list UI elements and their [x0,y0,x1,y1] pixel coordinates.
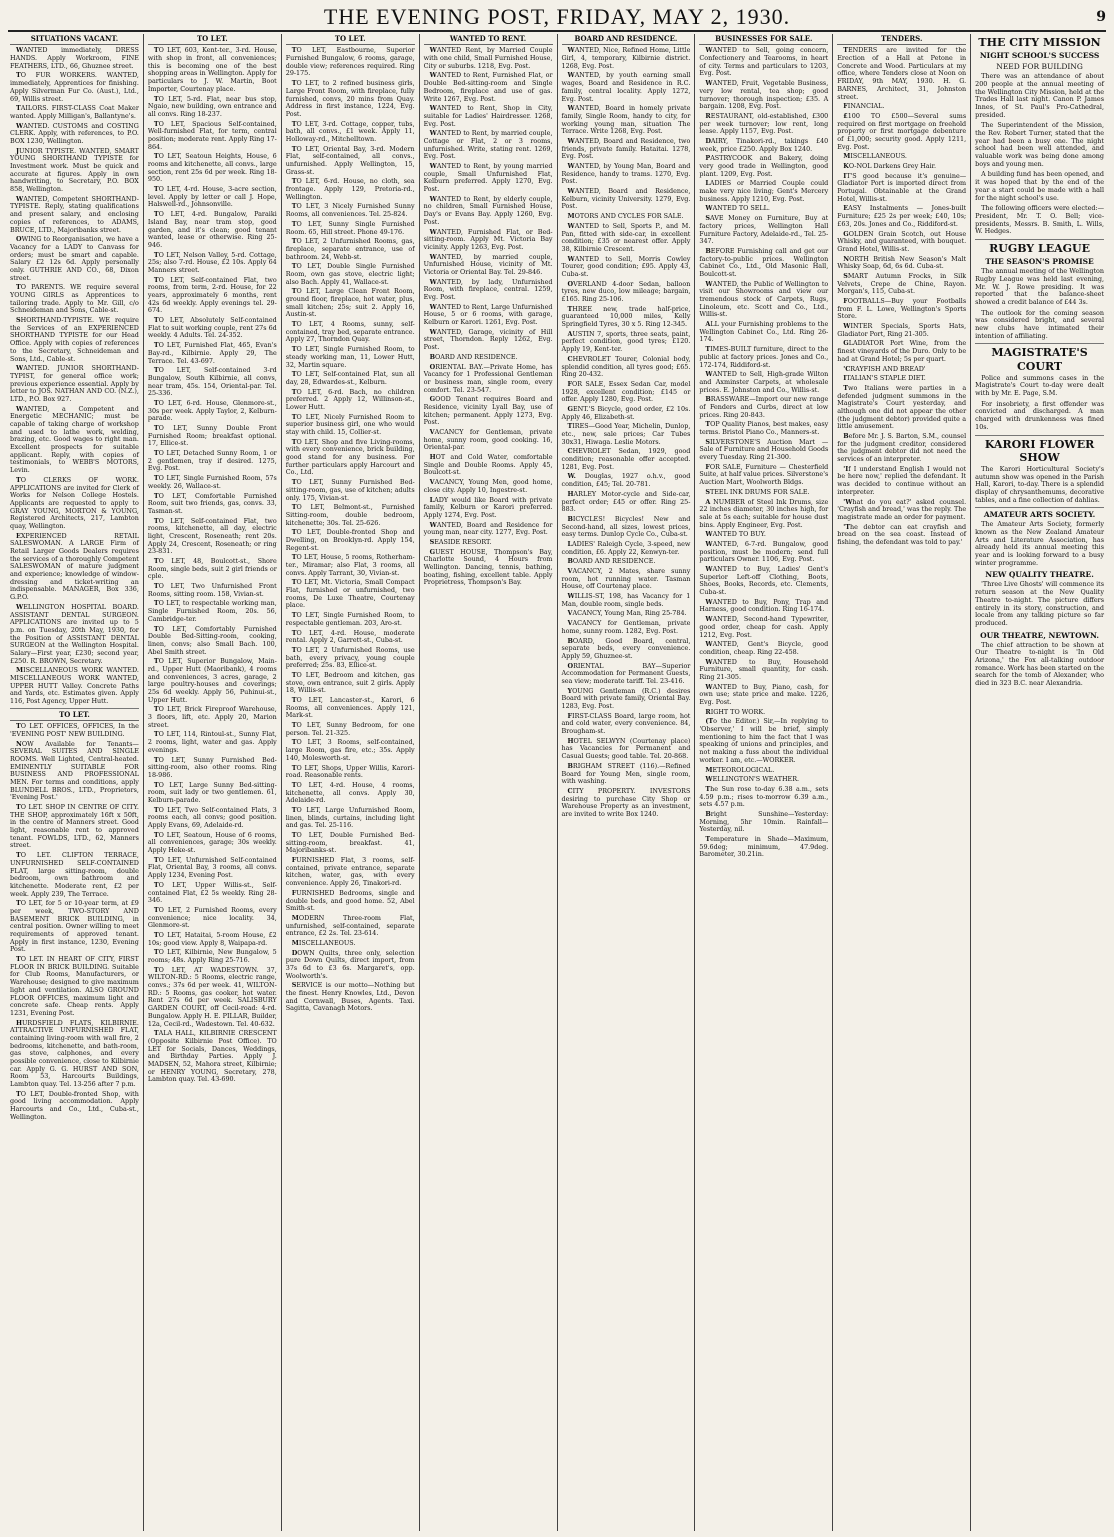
classified-ad: TO LET, Double Furnished Bed-sitting-room, breakfast. 41, Majoribanks-st. [285,831,415,855]
classified-ad: TO LET, Brick Fireproof Warehouse, 3 floors, lift, etc. Apply 20, Marion street. [147,705,277,729]
section-heading-wanted-to-rent: WANTED TO RENT. [424,35,553,45]
article-subheadline: THE SEASON'S PROMISE [985,257,1094,267]
classified-ad: TO LET, 5-rd. Flat, near bus stop, Ngaio, new building, own entrance and all convs. Ring 18-237. [147,94,277,118]
classified-ad: FURNISHED Bedrooms, single and double beds, and good home. 52, Abel Smith-st. [285,888,415,913]
classified-ad: WANTED to Buy, Household Furniture, small quantity, for cash. Ring 21-305. [699,657,829,681]
classified-ad: TO LET, 48, Boulcott-st., Shore Room, single beds, suit 2 girl friends or cple. [147,557,277,581]
column-8 [971,34,1108,1531]
article-paragraph: The Karori Horticultural Society's autumn show was opened in the Parish Hall, Karori, to-day. There is a splendid display of chrysanthemums, decorative tables, and a fine collection of dahlias. [975,464,1104,504]
column-6 [695,34,833,1531]
article-paragraph: 'Three Live Ghosts' will commence its return season at the New Quality Theatre to-night. The picture differs entirely in its story, construction, and locale from any talking picture so far produced. [975,580,1104,627]
classified-ad: WANTED to Buy, Piano, cash, for own use; state price and make. 1226, Evg. Post. [699,682,829,707]
classified-ad: BRIGHAM STREET (116).—Refined Board for Young Men, single room, with washing. [561,761,691,786]
classified-ad: The Sun rose to-day 6.38 a.m., sets 4.59 p.m.; rises to-morrow 6.39 a.m., sets 4.57 p.m. [699,784,829,809]
classified-ad: TO LET. IN HEART OF CITY, FIRST FLOOR IN BRICK BUILDING. Suitable for Club Rooms, Manufacturers, or Warehouse; designed to give maximum light and ventilation. ALSO GROUND FLOOR OFFICES, maximum light and concrete safe. Cheap rents. Apply 1231, Evening Post. [10,955,139,1017]
classified-ad: WANTED, Gent's Bicycle, good condition, cheap. Ring 22-458. [699,640,829,656]
classified-ad: PASTRYCOOK and Bakery, doing very good trade in Wellington, good plant. 1209, Evg. Post. [699,154,829,178]
classified-ad: TO LET. SHOP IN CENTRE OF CITY. THE SHOP, approximately 16ft x 50ft, in the centre of Manners street. Good light, reasonable rent to approved tenant. FOWLDS, LTD., 62, Manners street. [10,803,139,850]
classified-ad: WANTED, Second-hand Typewriter, good order, cheap for cash. Apply 1212, Evg. Post. [699,615,829,639]
classified-ad: TO LET, 114, Rintoul-st., Sunny Flat, 2 rooms, light, water and gas. Apply evenings. [147,730,277,754]
article-body [975,581,1104,627]
classified-ad: WANTED, a Competent and Energetic MECHANIC; must be capable of taking charge of workshop and used to lathe work, welding, brazing, etc. Good wages to right man. Excellent prospects for suitable applicant. Reply, with copies of testimonials, to WEBB'S MOTORS, Levin. [10,404,139,475]
classified-ad: WANTED, Board and Residence, Kelburn, vicinity University. 1279, Evg. Post. [561,187,691,211]
classified-ad: DOWN Quilts, three only, selection pure Down Quilts, direct import, from 37s 6d to £3 6s. Margaret's, opp. Woolworth's. [285,948,415,980]
article-paragraph: There was an attendance of about 200 people at the annual meeting of the Wellington City Mission, held at the Trades Hall last night. Canon P. James Innes, of St. Paul's Pro-Cathedral, presided. [975,72,1104,119]
article-headline-magistrates-court: MAGISTRATE'S COURT [991,346,1088,373]
classified-ad: TO LET, Kilbirnie, New Bungalow, 5 rooms; 48s. Apply Ring 25-716. [147,948,277,965]
classified-ad: WANTED to Buy, Pony, Trap and Harness, good condition. Ring 16-174. [699,597,829,614]
classified-ad: CITY PROPERTY. INVESTORS desiring to purchase City Shop or Warehouse Property as an investment, are invited to write Box 1240. [561,786,691,818]
classified-ad: TO LET, 4-rd. Bungalow, Paraiki Island Bay, near tram stop, good garden, and it's clean; good tenant wanted, lease or otherwise. Ring 25-946. [147,210,277,249]
classified-ad: EASY Instalments — Jones-built Furniture; £25 2s per week; £40, 10s; £63, 20s. Jones and Co., Riddiford-st. [837,204,967,228]
classified-ad: TENDERS are invited for the Erection of a Hall at Petone in Concrete and Wood. Particulars at my office, where Tenders close at Noon on FRIDAY, 9th MAY, 1930. H. G. BARNES, Architect, 31, Johnston street. [837,46,967,101]
classified-ad: TIMES-BUILT furniture, direct to the public at factory prices. Jones and Co., 172-174, Riddiford-st. [699,345,829,369]
classified-ad: WANTED, 6-7-rd. Bungalow, good position, must be modern; send full particulars Owner. 1106, Evg. Post. [699,539,829,564]
classified-ad: MODERN Three-room Flat, unfurnished, self-contained, separate entrance, £2 2s. Tel. 23-614. [285,913,415,938]
classified-ad: WANTED to Rent, Large Unfurnished House, 5 or 6 rooms, with garage, Kelburn or Karori. 1261, Evg. Post. [423,302,553,327]
classified-ad: TO LET, 2 Unfurnished Rooms, use bath, every privacy, young couple preferred; 25s. 83, Ellice-st. [285,645,415,670]
classified-ad: LADIES' Raleigh Cycle, 3-speed, new condition, £6. Apply 22, Kenwyn-ter. [561,539,691,556]
classified-ad: KO-NOL Darkens Grey Hair. [843,162,937,171]
classified-ad: HOT and Cold Water, comfortable Single and Double Rooms. Apply 45, Boulcott-st. [423,453,553,477]
classified-ad: TO LET, Sunny Bedroom, for one person. Tel. 21-325. [285,721,415,737]
classified-ad: WANTED to Rent, by married couple, Cottage or Flat, 2 or 3 rooms, unfurnished. Write, stating rent. 1269, Evg. Post. [423,129,553,161]
classified-ad: WANTED to Rent, by young married couple, Small Unfurnished Flat, Kelburn preferred. Apply 1270, Evg. Post. [423,162,553,194]
classified-ad: WANTED, Board and Residence, two friends, private family. Hataitai. 1278, Evg. Post. [561,136,691,161]
classified-ad: (To the Editor.) Sir,—In replying to 'Observer,' I will be brief, simply mentioning to him the fact that I was speaking of unions and principles, and not making a fuss about the individual worker. I am, etc.—WORKER. [699,717,829,764]
classified-ad: OWING to Reorganisation, we have a Vacancy for a LADY to Canvass for orders; must be smart and capable. Salary £2 12s 6d. Apply personally only. GUTHRIE AND CO., 68, Dixon street. [10,235,139,282]
classified-ad: AUSTIN 7, sports, three seats, paint, perfect condition, good tyres; £120. Apply 19, Kent-ter. [561,329,691,354]
classified-ad: TO LET, Belmont-st., Furnished Sitting-room, double bedroom, kitchenette; 30s. Tel. 25-626. [285,503,415,527]
classified-ad: TO LET, to 2 refined business girls, Large Front Room, with fireplace, fully furnished, convs, 20 mins from Quay. Address in first instance, 1224, Evg. Post. [285,79,415,118]
ads-list [148,47,277,1084]
classified-ad: LADY would like Board with private family, Kelburn or Karori preferred. Apply 1274, Evg. Post. [423,495,553,519]
classified-ad: TO LET, Seatoun Heights, House, 6 rooms and kitchenette, all convs., large section, rent 25s 6d per week. Ring 18-950. [147,152,277,184]
classified-ad: A NUMBER of Steel Ink Drums, size 22 inches diameter, 30 inches high, for sale at 5s each; suitable for house dust bins. Apply Engineer, Evg. Post. [699,497,829,529]
classified-ad: GOLDEN Grain Scotch, out House Whisky, and guaranteed, with bouquet. Grand Hotel, Willis-st. [837,229,967,253]
section-heading-tenders: TENDERS. [837,35,966,45]
classified-ad: TO LET, Self-contained Flat, two rooms, from term, 2-rd. House, for 22 years, approximately 6 months, rent 42s 6d weekly. Apply evenings tel. 29-674. [147,275,277,315]
article-headline-city-mission: THE CITY MISSION [978,36,1101,49]
classified-ad: GOOD Tenant requires Board and Residence, vicinity Lyall Bay, use of kitchen; permanent. Apply 1273, Evg. Post. [423,395,553,427]
classified-ad: OVERLAND 4-door Sedan, balloon tyres, new duco, low mileage; bargain, £165. Ring 25-106. [561,279,691,304]
classified-ad: TO LET, Upper Willis-st., Self-contained Flat, £2 5s weekly. Ring 28-346. [147,880,277,905]
classified-ad: FINANCIAL. [843,102,885,111]
classified-ad: TO LET, Shop and five Living-rooms, with every convenience, brick building, good stand for any business. For further particulars apply Harcourt and Co., Ltd. [285,437,415,477]
column-2 [144,34,282,1531]
section-heading-to-let: TO LET. [10,711,139,721]
divider [975,239,1104,240]
classified-ad: TO LET, 4-rd. House, 4 rooms, kitchenette, all convs. Apply 30, Adelaide-rd. [285,780,415,805]
article-body [975,466,1104,504]
ads-list [424,47,553,587]
column-1 [6,34,144,1531]
classified-ad: IT'S good because it's genuine—Gladiator Port is imported direct from Portugal. Obtainable at the Grand Hotel, Willis-st. [837,171,967,203]
classified-ad: FURNISHED Flat, 3 rooms, self-contained, private entrance, separate kitchen, water, gas, with every convenience. Apply 26, Tinakori-rd. [285,856,415,888]
classified-ad: TO FUR WORKERS. WANTED, immediately, Apprentices for finishing. Apply Silverman Fur Co. (Aust.), Ltd., 69, Willis street. [10,71,139,103]
columns [6,34,1108,1531]
classified-ad: GENT.'S Bicycle, good order, £2 10s. Apply 46, Elizabeth-st. [561,404,691,421]
classified-ad: JUNIOR TYPISTE. WANTED, SMART YOUNG SHORTHAND TYPISTE for Investment work. Must be quick and accurate at figures. Apply in own handwriting, to Secretary, P.O. BOX 858, Wellington. [10,146,139,194]
classified-ad: ALL your Furnishing problems to the Wellington Cabinet Co., Ltd. Ring 26-174. [699,320,829,344]
ads-list [286,47,415,1013]
classified-ad: WANTED to Buy, Ladies' Gent's Superior Left-off Clothing, Boots, Shoes, Books, Records, etc. Clements, Cuba-st. [699,565,829,597]
classified-ad: FOR SALE, Furniture — Chesterfield Suite, at half value prices. Silverstone's Auction Mart, Woolworth Bldgs. [699,462,829,487]
classified-ad: SILVERSTONE'S Auction Mart — Sale of Furniture and Household Goods every Tuesday. Ring 21-300. [699,437,829,462]
article-paragraph: The Superintendent of the Mission, the Rev. Robert Turner, stated that the year had been a busy one. The night school had been well attended, and valuable work was being done among boys and young men. [975,121,1104,168]
classified-ad: TO LET, Lancaster-st., Karori, 6 Rooms, all conveniences. Apply 121, Mark-st. [285,696,415,720]
article-paragraph: The Amateur Arts Society, formerly known as the New Zealand Amateur Arts and Literature Association, has already held its annual meeting this year and is looking forward to a busy winter programme. [975,520,1104,567]
article-paragraph: For insobriety, a first offender was convicted and discharged. A man charged with drunkenness was fined 10s. [975,399,1104,431]
classified-ad: WANTED to Rent, by elderly couple, no children, Small Furnished House, Day's or Evans Bay. Apply 1260, Evg. Post. [423,194,553,226]
classified-ad: ORIENTAL BAY.—Private Home, has Vacancy for 1 Professional Gentleman or business man, single room, every comfort. Tel. 23-547. [423,362,553,394]
classified-ad: BOARD, Good Board, central, separate beds, every convenience. Apply 59, Ghuznee-st. [561,636,691,660]
classified-ad: BOARD AND RESIDENCE. [567,557,656,566]
classified-ad: TO LET, Seatoun, House of 6 rooms, all conveniences, garage; 30s weekly. Apply Heke-st. [147,830,277,855]
classified-ad: VACANCY, Young Man, Ring 25-784. [567,609,687,618]
classified-ad: HURDSFIELD FLATS, KILBIRNIE. ATTRACTIVE UNFURNISHED FLAT, containing living-room with wall fire, 2 bedrooms, kitchenette, and bath-room, gas stove, calphones, and every possible convenience, close to Kilbirnie car. Apply G. G. HURST AND SON, Room 53, Harcourts Buildings, Lambton quay. Tel. 13-256 after 7 p.m. [10,1018,139,1089]
classified-ad: TO LET, Single Furnished Room, to steady working man, 11, Lower Hutt, 32, Martin square. [285,345,415,369]
classified-ad: TO LET, Single Furnished Room, to respectable gentleman. 203, Aro-st. [285,611,415,627]
ads-list [837,47,966,546]
article-paragraph: The outlook for the coming season was considered bright, and several new clubs have intimated their intention of affiliating. [975,308,1104,340]
classified-ad: TO CLERKS OF WORK. APPLICATIONS are invited for Clerk of Works for Nelson College Hostels. Applicants are requested to apply to GRAY YOUNG, MORTON & YOUNG, Registered Architects, 217, Lambton quay, Wellington. [10,475,139,530]
classified-ad: MISCELLANEOUS. [291,938,356,947]
classified-ad: TO LET, Furnished Flat, 465, Evan's Bay-rd., Kilbirnie. Apply 29, The Terrace. Tel. 43-697. [147,341,277,365]
classified-ad: MISCELLANEOUS. [843,152,907,161]
classified-ad: WELLINGTON'S WEATHER. [705,775,800,784]
classified-ad: TO LET, Large Clean Front Room, ground floor, fireplace, hot water, plus, small kitchen; 25s; suit 2. Apply 16, Austin-st. [285,287,415,319]
classified-ad: TO LET, Sunny Double Front Furnished Room; breakfast optional. 17, Ellice-st. [147,424,277,448]
classified-ad: BOARD AND RESIDENCE. [429,352,518,361]
classified-ad: WANTED, Fruit, Vegetable Business, very low rental, tea shop; good turnover; thorough inspection; £35. A bargain. 1208, Evg. Post. [699,79,829,111]
classified-ad: TO LET, 4-rd. House, 3-acre section, level. Apply by letter or call J. Hope, Halswell-rd., Johnsonville. [147,185,277,209]
classified-ad: WILLIS-ST, 198, has Vacancy for 1 Man, double room, single beds. [561,592,691,608]
classified-ad: TO LET, Nelson Valley, 5-rd. Cottage, 25s; also 7-rd. House, £2 10s. Apply 64 Manners street. [147,250,277,274]
article-body [975,642,1104,688]
classified-ad: WANTED to Sell, going concern, Confectionery and Tearooms, in heart of city. Terms and particulars to 1203, Evg. Post. [699,46,829,78]
page-number: 9 [1096,9,1106,25]
classified-ad: TO LET, Mt. Victoria, Small Compact Flat, furnished or unfurnished, two rooms, De Luxe Theatre, Courtenay place. [285,578,415,610]
classified-ad: SERVICE is our motto—Nothing but the finest. Henry Knowles, Ltd., Devon and Cornwall, Buses, Agents. Taxi. Sagitta, Cavanagh Motors. [285,981,415,1013]
article-body [975,73,1104,236]
classified-ad: VACANCY, Young Men, good home, close city. Apply 10, Ingestre-st. [423,478,553,494]
classified-ad: TO LET. CLIFTON TERRACE, UNFURNISHED SELF-CONTAINED FLAT, large sitting-room, double bedroom, own bathroom and kitchenette. Moderate rent, £2 per week. Apply 239, The Terrace. [10,851,139,898]
classified-ad: HOTEL SELWYN (Courtenay place) has Vacancies for Permanent and Casual Guests; good table. Tel. 20-868. [561,736,691,761]
article-paragraph: The chief attraction to be shown at Our Theatre to-night is 'In Old Arizona,' the Fox all-talking outdoor romance. Work has been started on the search for the tomb of Alexander, who died in 323 B.C. near Alexandria. [975,640,1104,687]
classified-ad: WANTED TO SELL. [705,204,770,213]
classified-ad: WANTED to Rent, Furnished Flat, or Double Bed-sitting-room and Single Bedroom, fireplace and use of gas. Write 1267, Evg. Post. [423,71,553,103]
classified-ad: SHORTHAND-TYPISTE. WE require the Services of an EXPERIENCED SHORTHAND TYPISTE for our Head Office. Apply with copies of references to the Secretary, Schneideman and Sons, Ltd., Cable-st. [10,316,139,363]
classified-ad: WANTED to Sell, Sports P., and M. Pan, fitted with side-car, in excellent condition; £35 or nearest offer. Apply 38, Kilbirnie Crescent. [561,221,691,253]
classified-ad: TO LET, Double Single Furnished Room, own gas stove, electric light; also Bach. Apply 41, Wallace-st. [285,262,415,286]
classified-ad: TO LET, Bedroom and kitchen, gas stove, own entrance, suit 2 girls. Apply 18, Willis-st. [285,670,415,695]
classified-ad: TO LET, 4-rd. House, moderate rental. Apply 2, Garrett-st., Cuba-st. [285,628,415,645]
classified-ad: TO LET, AT WADESTOWN. 37, WILTON-RD.: 5 Rooms, electric range, convs.; 37s 6d per week. 41, WILTON-RD.: 5 Rooms, gas cooker, hot water. Rent 27s 6d per week. SALISBURY GARDEN COURT, off Cecil-road: 4-rd. Bungalow. Apply H. E. PILLAR, Builder, 12a, Cecil-rd., Wadestown. Tel. 40-632. [147,965,277,1028]
classified-ad: Two Italians were parties in a defended judgment summons in the Magistrate's Court yesterday, and although one did not appear the other (the judgment debtor) provided quite a little amusement. [837,383,967,431]
classified-ad: WANTED immediately, DRESS HANDS. Apply Workroom, FINE FEATHERS, LTD., 66, Ghuznee street. [10,46,139,70]
classified-ad: DAIRY, Tinakori-rd., takings £40 week, price £250. Apply Box 1240. [699,136,829,153]
classified-ad: VACANCY for Gentleman, private home, sunny room, good cooking. 16, Oriental-par. [423,428,553,452]
classified-ad: TO LET. OFFICES, OFFICES, In the 'EVENING POST' NEW BUILDING. [10,722,139,738]
classified-ad: £100 TO £500—Several sums required on first mortgage on freehold property or first mortgage debenture of £1,000; security good. Apply 1211, Evg. Post. [837,111,967,151]
classified-ad: TO LET, Large Sunny Bed-sitting-room, suit lady or two gentlemen. 61, Kelburn-parade. [147,780,277,804]
classified-ad: CHEVROLET Sedan, 1929, good condition; reasonable offer accepted. 1281, Evg. Post. [561,447,691,471]
divider [975,507,1104,508]
classified-ad: TO LET, to respectable working man, Single Furnished Room, 20s. 56, Cambridge-ter. [147,599,277,623]
classified-ad: TO LET, Two Self-contained Flats, 3 rooms each, all convs; good position. Apply Evans, 69, Adelaide-rd. [147,805,277,830]
divider [975,343,1104,344]
classified-ad: TO LET, Detached Sunny Room, 1 or 2 gentlemen, tray if desired. 1275, Evg. Post. [147,449,277,473]
section-heading-to-let: TO LET. [286,35,415,45]
article-subsubheadline: NEED FOR BUILDING [996,62,1083,72]
article-paragraph: A building fund has been opened, and it was hoped that by the end of the year a start could be made with a hall for the night school's use. [975,170,1104,202]
ads-list [10,723,139,1121]
classified-ad: TO LET, Sunny Single Furnished Room. 65, Hill street. Phone 49-176. [285,219,415,236]
classified-ad: ITALIAN'S STAPLE DIET. [843,374,926,383]
classified-ad: BEFORE Furnishing call and get our factory-to-public prices. Wellington Cabinet Co., Ltd., Old Masonic Hall, Boulcott-st. [699,246,829,278]
classified-ad: TO PARENTS. WE require several YOUNG GIRLS as Apprentices to tailoring trade. Apply to Mr. Gill, c/o Schneideman and Sons, Cable-st. [10,283,139,315]
classified-ad: TO LET, 3 Nicely Furnished Sunny Rooms, all conveniences. Tel. 25-824. [285,202,415,219]
classified-ad: SEASIDE RESORT. [429,537,492,546]
classified-ad: TO LET, 603, Kent-ter., 3-rd. House, with shop in front, all conveniences; this is becoming one of the best shopping areas in Wellington. Apply for particulars to J. W. Martin, Boot Importer, Courtenay place. [147,46,277,93]
classified-ad: WINTER Specials, Sports Hats, Gladiator Port, Ring 21-305. [837,322,967,338]
classified-ad: TO LET, 2 Unfurnished Rooms, gas, fireplace, separate entrance, use of bathroom. 24, Webb-st. [285,237,415,261]
classified-ad: WELLINGTON HOSPITAL BOARD. ASSISTANT DENTAL SURGEON. APPLICATIONS are invited up to 5 p.m. on Tuesday, 20th May, 1930, for the Position of ASSISTANT DENTAL SURGEON at the Wellington Hospital. Salary—First year, £230; second year, £250. R. BROWN, Secretary. [10,602,139,665]
classified-ad: GUEST HOUSE, Thompson's Bay, Charlotte Sound, 4 Hours from Wellington. Dancing, tennis, bathing, boating, fishing, excellent table. Apply Proprietress, Thompson's Bay. [423,547,553,587]
classified-ad: TALA HALL, KILBIRNIE CRESCENT (Opposite Kilbirnie Post Office). TO LET for Socials, Dances, Weddings, and Birthday Parties. Apply J. MADSEN, 52, Mahora street, Kilbirnie; or HENRY YOUNG, Secretary, 278, Lambton quay. Tel. 43-690. [147,1029,277,1084]
classified-ad: WANTED to Sell, High-grade Wilton and Axminster Carpets, at wholesale prices. E. Johnston and Co., Willis-st. [699,370,829,394]
divider [10,708,139,709]
classified-ad: VACANCY, 2 Mates, share sunny room, hot running water. Tasman House, off Courtenay place. [561,567,691,591]
classified-ad: NORTH British New Season's Malt Whisky Soap, 6d, 6s 6d. Cuba-st. [837,254,967,271]
classified-ad: TO LET, Superior Bungalow, Main-rd., Upper Hutt (Maoribank), 4 rooms and conveniences, 3 acres, garage, 2 large poultry-houses and coverings; 25s 6d weekly. Apply 56, Puhinui-st., Upper Hutt. [147,657,277,704]
article-headline-new-quality-theatre: NEW QUALITY THEATRE. [985,570,1094,580]
section-heading-businesses-for-sale: BUSINESSES FOR SALE. [699,35,828,45]
article-body [975,375,1104,432]
classified-ad: TO LET, Double-fronted Shop, with good living accommodation. Apply Harcourts and Co., Ltd., Cuba-st., Wellington. [10,1089,139,1121]
classified-ad: GLADIATOR Port Wine, from the finest vineyards of the Duro. Only to be had at Grand Hotel; 5s per quart. [837,339,967,363]
classified-ad: WANTED, Garage, vicinity of Hill street, Thorndon. Reply 1262, Evg. Post. [423,327,553,352]
classified-ad: WANTED, Competent SHORTHAND-TYPISTE. Reply, stating qualifications and present salary, and enclosing copies of references, to ADAMS, BRUCE, LTD., Majoribanks street. [10,194,139,234]
classified-ad: ORIENTAL BAY—Superior Accommodation for Permanent Guests, sea view; moderate tariff. Tel. 23-416. [561,661,691,685]
classified-ad: 'If I understand English I would not be here now,' replied the defendant. It was decided to continue without an interpreter. [837,464,967,496]
classified-ad: METEOROLOGICAL. [705,765,775,774]
section-heading-board-and-residence: BOARD AND RESIDENCE. [562,35,691,45]
classified-ad: TO LET, 3-rd. Cottage, copper, tubs, bath, all convs., £1 week. Apply 11, Holloway-rd., Mitchelltown. [285,119,415,143]
article-headline-amateur-arts: AMATEUR ARTS SOCIETY. [983,510,1096,520]
classified-ad: TO LET, Single Furnished Room, 57s weekly. 26, Wallace-st. [147,474,277,490]
classified-ad: STEEL INK DRUMS FOR SALE. [705,487,810,496]
classified-ad: Temperature in Shade—Maximum, 59.6deg; minimum, 47.9deg. Barometer, 30.21in. [699,835,829,859]
classified-ad: TO LET, 3 Rooms, self-contained, large Room, gas fire, etc.; 35s. Apply 140, Molesworth-st. [285,738,415,762]
classified-ad: TAILORS. FIRST-CLASS Coat Maker wanted. Apply Milligan's, Ballantyne's. [10,104,139,120]
classified-ad: TO LET, 6-rd. House, Glenmore-st., 30s per week. Apply Taylor, 2, Kelburn-parade. [147,398,277,423]
ads-list [699,47,828,859]
article-headline-our-theatre: OUR THEATRE, NEWTOWN. [980,630,1100,640]
classified-ad: WANTED Rent, by Married Couple with one child, Small Furnished House, City or suburbs. 1218, Evg. Post. [423,46,553,70]
classified-ad: TO LET, Sunny Furnished Bed-sitting-room, gas, use of kitchen; adults only. 175, Vivian-st. [285,478,415,502]
article-paragraph: The following officers were elected:—President, Mr. T. O. Bell; vice-presidents, Messrs. B. Smith, L. Wills, W. Hedges. [975,204,1104,236]
classified-ad: LADIES or Married Couple could make very nice living; Gent's Mercery business. Apply 1210, Evg. Post. [699,179,829,203]
classified-ad: WANTED, the Public of Wellington to visit our Showrooms and view our tremendous stock of Carpets, Rugs, Linoleum, etc. Scott and Co., Ltd., Willis-st. [699,279,829,319]
classified-ad: CHEVROLET Tourer, Colonial body, splendid condition, all tyres good; £65. Ring 20-432. [561,354,691,379]
column-3 [282,34,420,1531]
classified-ad: BICYCLES! Bicycles! New and Second-hand, all sizes, lowest prices, easy terms. Dunlop Cycle Co., Cuba-st. [561,514,691,539]
divider [975,435,1104,436]
classified-ad: 'What do you eat?' asked counsel. 'Crayfish and bread,' was the reply. The magistrate made an order for payment. [837,497,967,521]
classified-ad: TO LET, Oriental Bay, 3-rd. Modern Flat, self-contained, all convs., unfurnished. Apply Wellington, 15, Grass-st. [285,144,415,176]
article-paragraph: The annual meeting of the Wellington Rugby League was held last evening, Mr. W. J. Rowe presiding. It was reported that the balance-sheet showed a credit balance of £44 3s. [975,267,1104,306]
classified-ad: TO LET, Large Unfurnished Room, linen, blinds, curtains, including light and gas. Tel. 25-116. [285,805,415,830]
classified-ad: TO LET, Self-contained Flat, sun all day, 28, Edwardes-st., Kelburn. [285,370,415,386]
classified-ad: TIRES—Good Year, Michelin, Dunlop, etc., new, sale prices; Car Tubes 30x31, Hiwaga. Leslie Motors. [561,422,691,446]
column-5 [558,34,696,1531]
classified-ad: WANTED. CUSTOMS and COSTING CLERK. Apply, with references, to P.O. BOX 1230, Wellington. [10,121,139,145]
classified-ad: WANTED, Nice, Refined Home, Little Girl, 4, temporary, Kilbirnie district. 1268, Evg. Post. [561,46,691,70]
classified-ad: Bright Sunshine—Yesterday: Morning, 5hr 10min. Rainfall—Yesterday, nil. [699,809,829,834]
article-body [975,268,1104,340]
classified-ad: TOP Quality Pianos, best makes, easy terms. Bristol Piano Co., Manners-st. [699,420,829,437]
classified-ad: TO LET, 4 Rooms, sunny, self-contained, tray bed, separate entrance. Apply 27, Thorndon Quay. [285,320,415,344]
classified-ad: TO LET, Shops, Upper Willis, Karori-road. Reasonable rents. [285,763,415,780]
classified-ad: WANTED. JUNIOR SHORTHAND-TYPIST, for general office work; previous experience essential. Apply by letter to JOS. NATHAN AND CO. (N.Z.), LTD., P.O. Box 927. [10,364,139,403]
classified-ad: MOTORS AND CYCLES FOR SALE. [567,212,684,221]
column-7 [833,34,971,1531]
article-subheadline: NIGHT SCHOOL'S SUCCESS [979,51,1100,61]
classified-ad: 'CRAYFISH AND BREAD' [843,364,926,373]
section-heading-situations-vacant: SITUATIONS VACANT. [10,35,139,45]
classified-ad: WANTED to Sell, Morris Cowley Tourer, good condition; £95. Apply 43, Cuba-st. [561,254,691,278]
classified-ad: TO LET, Comfortable Furnished Room, suit two friends, gas, convs. 33, Tasman-st. [147,491,277,515]
classified-ad: TO LET, Spacious Self-contained, Well-furnished Flat, for term, central position; moderate rent. Apply Ring 17-864. [147,119,277,151]
classified-ad: YOUNG Gentleman (R.C.) desires Board with private family, Oriental Bay. 1283, Evg. Post. [561,686,691,711]
classified-ad: TO LET, Comfortably Furnished Double Bed-Sitting-room, cooking, linen, convs; also Small Bach. 100, Abel Smith street. [147,624,277,656]
article-headline-rugby-league: RUGBY LEAGUE [989,241,1091,255]
masthead-title: THE EVENING POST, FRIDAY, MAY 2, 1930. [323,4,791,29]
classified-ad: TO LET, Hataitai, 5-room House, £2 10s; good view. Apply 8, Waipapa-rd. [147,930,277,947]
classified-ad: THREE new, trade half-price, guaranteed 10,000 miles, Kelly Springfield Tyres, 30 x 5. Ring 12-345. [561,304,691,329]
ads-list [10,47,139,705]
classified-ad: 'The debtor can eat crayfish and bread on the sea coast. Instead of fishing, the defendant was told to pay.' [837,522,967,546]
article-paragraph: Police and summons cases in the Magistrate's Court to-day were dealt with by Mr. E. Page, S.M. [975,373,1104,398]
classified-ad: FIRST-CLASS Board, large room, hot and cold water, every convenience. 84, Brougham-st. [561,711,691,736]
classified-ad: WANTED TO BUY. [705,530,766,539]
classified-ad: TO LET, 2 Furnished Rooms, every convenience; nice locality. 34, Glenmore-st. [147,905,277,930]
classified-ad: TO LET, Self-contained Flat, two rooms, kitchenette, all day, electric light, Crescent, Roseneath; rent 20s. Apply 24, Crescent, Roseneath; or ring 23-831. [147,516,277,556]
classified-ad: EXPERIENCED RETAIL SALESWOMAN. A LARGE Firm of Retail Larger Goods Dealers requires the services of a thoroughly Competent SALESWOMAN of mature judgment and experience; knowledge of window-dressing and ticket-writing an indispensable. MANAGER, Box 336, G.P.O. [10,531,139,602]
classified-ad: HARLEY Motor-cycle and Side-car, perfect order; £45 or offer. Ring 25-883. [561,489,691,514]
classified-ad: TO LET, Eastbourne, Superior Furnished Bungalow, 6 rooms, garage, double view; references required. Ring 29-175. [285,46,415,78]
classified-ad: TO LET, Absolutely Self-contained Flat to suit working couple, rent 27s 6d weekly. 4 Adults. Tel. 24-352. [147,316,277,340]
classified-ad: TO LET, Double-fronted Shop and Dwelling, on Brooklyn-rd. Apply 154, Regent-st. [285,528,415,552]
classified-ad: NOW Available for Tenants— SEVERAL SUITES AND SINGLE ROOMS. Well Lighted, Central-heated. EMINENTLY SUITABLE FOR BUSINESS AND PROFESSIONAL MEN. For terms and conditions, apply BLUNDELL BROS., LTD., Proprietors, 'Evening Post.' [10,739,139,802]
section-heading-to-let: TO LET. [148,35,277,45]
classified-ad: WANTED, by youth earning small wages, Board and Residence in R.C. family, central locality. Apply 1272, Evg. Post. [561,71,691,103]
classified-ad: TO LET, Two Unfurnished Front Rooms, sitting room. 158, Vivian-st. [147,582,277,598]
classified-ad: FOR SALE, Essex Sedan Car, model 1928, excellent condition; £145 or offer. Apply 1280, Evg. Post. [561,379,691,404]
classified-ad: TO LET, for 5 or 10-year term, at £9 per week, TWO-STORY AND BASEMENT BRICK BUILDING, in central position. Owner willing to meet requirements of approved tenant. Apply in first instance, 1230, Evening Post. [10,899,139,954]
classified-ad: SMART Autumn Frocks, in Silk Velvets, Crepe de Chine, Rayon. Morgan's, 115, Cuba-st. [837,271,967,296]
classified-ad: TO LET, Nicely Furnished Room to superior business girl, one who would stay with child. 15, Collier-st. [285,412,415,437]
classified-ad: TO LET, 6-rd. Bach, no children preferred. 2 Apply 12, Willinson-st., Lower Hutt. [285,387,415,411]
classified-ad: TO LET, Self-contained 3-rd Bungalow, South Kilbirnie, all convs, near tram, 45s. 154, Oriental-par. Tel. 25-336. [147,366,277,398]
classified-ad: FOOTBALLS—Buy your Footballs from F. L. Lowe, Wellington's Sports Store. [837,297,967,321]
classified-ad: TO LET, Unfurnished Self-contained Flat, Oriental Bay, 3 rooms, all convs. Apply 1234, Evening Post. [147,855,277,880]
classified-ad: VACANCY for Gentleman, private home, sunny room. 1282, Evg. Post. [561,619,691,635]
classified-ad: WANTED, by lady, Unfurnished Room, with fireplace, central. 1259, Evg. Post. [423,277,553,302]
ads-list [562,47,691,818]
classified-ad: WANTED, Board in homely private family, Single Room, handy to city, for working young man, situation The Terrace. Write 1268, Evg. Post. [561,104,691,136]
classified-ad: WANTED, Furnished Flat, or Bed-sitting-room. Apply Mt. Victoria Bay vicinity. Apply 1263, Evg. Post. [423,227,553,251]
article-headline-karori-flower-show: KARORI FLOWER SHOW [984,437,1095,464]
classified-ad: BRASSWARE—Import our new range of Fenders and Curbs, direct at low prices. Ring 20-843. [699,395,829,419]
classified-ad: TO LET, House, 5 rooms, Rotherham-ter., Miramar; also Flat, 3 rooms, all convs. Apply Tarrant, 30, Vivian-st. [285,553,415,577]
classified-ad: WANTED to Rent, Shop in City, suitable for Ladies' Hairdresser. 1268, Evg. Post. [423,104,553,128]
classified-ad: TO LET, 6-rd. House, no cloth, sea frontage. Apply 129, Pretoria-rd., Wellington. [285,177,415,201]
classified-ad: RIGHT TO WORK. [705,707,766,716]
article-body [975,521,1104,567]
column-4 [420,34,558,1531]
masthead [8,4,1106,32]
classified-ad: SAVE Money on Furniture, Buy at factory prices, Wellington Hall Furniture Factory, Adelaide-rd., Tel. 25-347. [699,214,829,246]
classified-ad: WANTED, by Young Man, Board and Residence, handy to trams. 1270, Evg. Post. [561,162,691,186]
classified-ad: RESTAURANT, old-established, £300 per week turnover; low rent, long lease. Apply 1157, Evg. Post. [699,111,829,136]
classified-ad: WANTED, Board and Residence for young man, near city. 1277, Evg. Post. [423,520,553,537]
classified-ad: WANTED, by married couple, Unfurnished House, vicinity of Mt. Victoria or Oriental Bay. Tel. 29-846. [423,252,553,276]
classified-ad: TO LET, Sunny Furnished Bed-sitting-room, also other rooms. Ring 18-986. [147,755,277,779]
classified-ad: Before Mr. J. S. Barton, S.M., counsel for the judgment creditor, considered the judgment debtor did not need the services of an interpreter. [837,432,967,464]
classified-ad: W. Douglas, 1927 o.h.v., good condition, £45; Tel. 20-781. [561,472,691,489]
classified-ad: MISCELLANEOUS WORK WANTED. MISCELLANEOUS WORK WANTED, UPPER HUTT Valley. Concrete Paths and Yards, etc. Estimates given. Apply 116, Post Agency, Upper Hutt. [10,666,139,706]
